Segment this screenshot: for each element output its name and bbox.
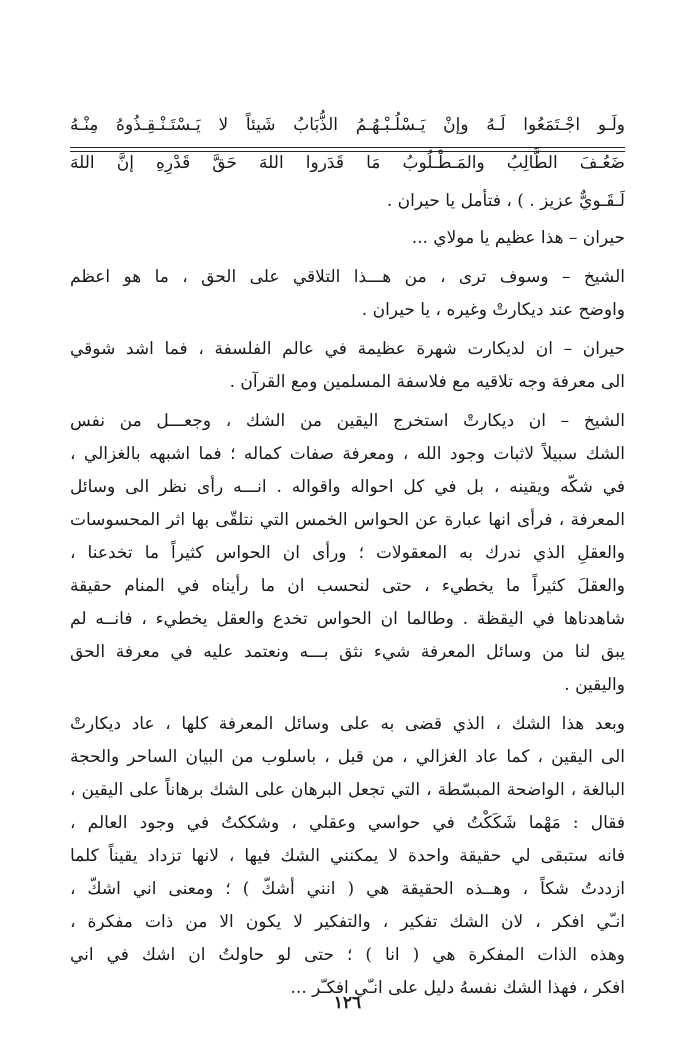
text-line: فانه ستبقى لي حقيقة واحدة لا يمكنني الشك فيها ، لانها تزداد يقيناً كلما [70,846,625,866]
paragraph [70,261,625,327]
text-line: الى اليقين ، كما عاد الغزالي ، من قبل ، باسلوب من البيان الساحر والحجة [70,747,625,767]
text-line: وبعد هذا الشك ، الذي قضى به على وسائل المعرفة كلها ، عاد ديكارتْ [70,714,625,734]
text-line: الى معرفة وجه تلاقيه مع فلاسفة المسلمين ومع القرآن . [229,372,625,392]
text-line: في شكّه ويقينه ، بل في كل احواله واقواله . انـــه رأى نظر الى وسائل [70,477,625,497]
text-line: واوضح عند ديكارتْ وغيره ، يا حيران . [361,300,625,320]
quote-line: ضَعُـفَ الطَّالِبُ والمَـطْـلُوبُ مَا قَدَروا اللهَ حَقَّ قَدْرِهِ إنَّ اللهَ [70,153,625,173]
text-line: يبق لنا من وسائل المعرفة شيء نثق بـــه ونعتمد عليه في معرفة الحق [70,642,625,662]
body-text [70,222,625,1005]
quran-quote [70,106,625,220]
text-line: حيران – هذا عظيم يا مولاي ... [411,228,625,248]
text-line: ازددتُ شكاً ، وهــذه الحقيقة هي ( انني أشكّ ) ؛ ومعنى اني اشكّ ، [70,879,625,899]
paragraph [70,708,625,1005]
text-line: والعقلَ كثيراً ما يخطيء ، حتى لنحسب ان ما رأيناه في المنام حقيقة [70,576,625,596]
text-line: فقال : مَهْما شَكَكْتُ في حواسي وعقلي ، وشككتُ في وجود العالم ، [70,813,625,833]
text-line: افكر ، فهذا الشك نفسهُ دليل على انـّي افكـّر ... [290,978,625,998]
paragraph [70,222,625,255]
text-line: شاهدناها في اليقظة . وطالما ان الحواس تخدع والعقل يخطيء ، فانــه لم [70,609,625,629]
paragraph [70,405,625,702]
text-line: حيران – ان لديكارت شهرة عظيمة في عالم الفلسفة ، فما اشد شوقي [70,339,625,359]
text-line: واليقين . [564,675,625,695]
text-line: والعقلِ الذي ندرك به المعقولات ؛ ورأى ان الحواس كثيراً ما تخدعنا ، [70,543,625,563]
text-line: البالغة ، الواضحة المبسّطة ، التي تجعل البرهان على الشك برهاناً على اليقين ، [70,780,625,800]
text-line: الشك سبيلاً لاثبات وجود الله ، ومعرفة صفات كماله ؛ فما اشبهه بالغزالي ، [70,444,625,464]
quote-line: لَـقَـويٌّ عزيز . ) ، فتأمل يا حيران . [386,191,625,211]
text-line: الشيخ – وسوف ترى ، من هـــذا التلاقي على الحق ، ما هو اعظم [70,267,625,287]
text-line: المعرفة ، فرأى انها عبارة عن الحواس الخمس التي نتلقّى بها اثر المحسوسات [70,510,625,530]
text-line: الشيخ – ان ديكارتْ استخرج اليقين من الشك ، وجعـــل من نفس [70,411,625,431]
quote-rule-top [70,147,625,148]
text-line: وهذه الذات المفكرة هي ( انا ) ؛ حتى لو حاولتُ ان اشك في اني [70,945,625,965]
page-number: ١٢٦ [333,993,362,1013]
text-line: انـّي افكر ، لان الشك تفكير ، والتفكير لا يكون الا من ذات مفكرة ، [70,912,625,932]
quote-rule-bottom [70,151,625,152]
quote-line: ولَـو اجْـتَمَعُوا لَـهُ وإنْ يَـسْلُـبْـهُـمُ الذُّبَابُ شَيئاً لا يَـسْتَـنْـقِـذُوهُ مِنْـهُ [70,115,625,135]
paragraph [70,333,625,399]
